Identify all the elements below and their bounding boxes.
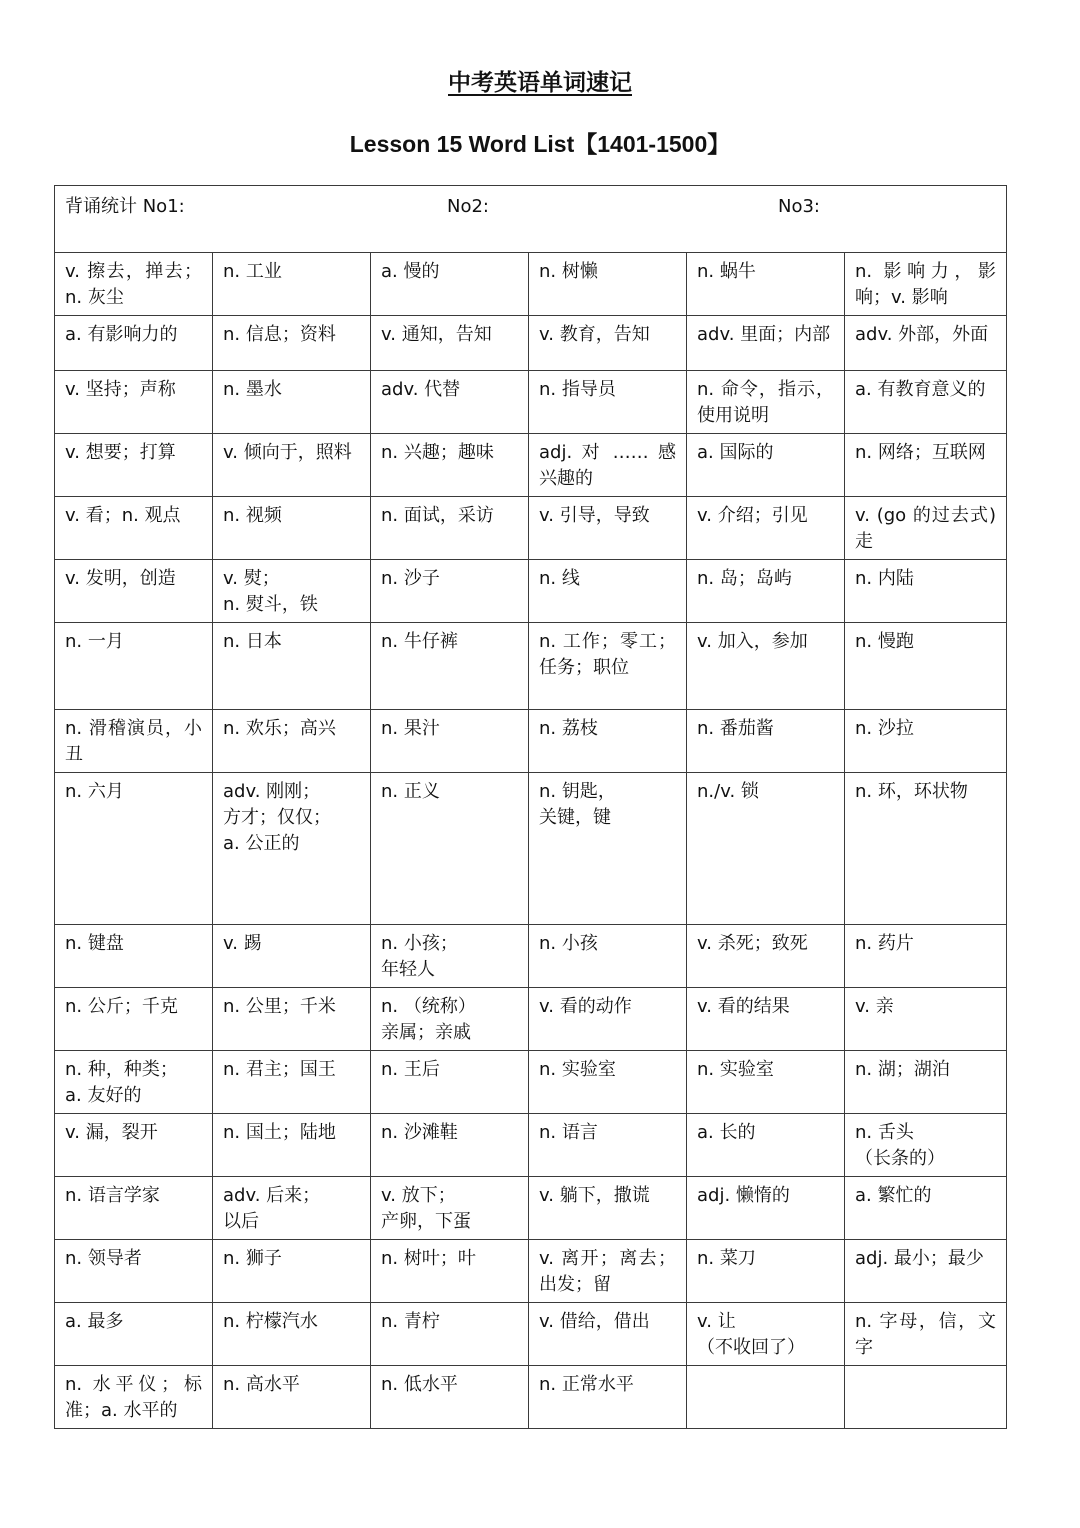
vocab-cell [845, 560, 1007, 623]
vocab-cell [55, 1366, 213, 1429]
vocab-definition: n. 国土；陆地 [223, 1122, 336, 1143]
vocab-definition: a. 慢的 [381, 261, 440, 282]
vocab-cell [529, 371, 687, 434]
vocab-definition: a. 长的 [697, 1122, 756, 1143]
vocab-definition: n. 沙滩鞋 [381, 1122, 458, 1143]
vocab-definition: v. 教育，告知 [539, 324, 650, 345]
table-row [55, 497, 1007, 560]
vocab-cell [371, 497, 529, 560]
vocab-definition: v. 躺下，撒谎 [539, 1185, 650, 1206]
vocab-cell [213, 988, 371, 1051]
vocab-cell [371, 434, 529, 497]
vocab-cell [687, 925, 845, 988]
vocab-cell [213, 1177, 371, 1240]
vocab-definition: n. 岛；岛屿 [697, 568, 792, 589]
table-row [55, 1303, 1007, 1366]
vocab-definition: v. 看的动作 [539, 996, 632, 1017]
vocab-definition: n. 钥匙， 关键，键 [539, 781, 616, 828]
vocab-definition: n. 王后 [381, 1059, 440, 1080]
vocab-definition: n. 语言学家 [65, 1185, 160, 1206]
stats-no2-label: No2: [447, 196, 489, 217]
vocab-definition: v. 亲 [855, 996, 894, 1017]
vocab-cell [529, 497, 687, 560]
vocab-definition: n. 树叶；叶 [381, 1248, 476, 1269]
vocab-definition: a. 繁忙的 [855, 1185, 932, 1206]
vocab-definition: n. 药片 [855, 933, 914, 954]
vocab-cell [687, 623, 845, 710]
vocab-cell [55, 988, 213, 1051]
vocab-cell [845, 1051, 1007, 1114]
vocab-cell [529, 1366, 687, 1429]
vocab-cell [845, 253, 1007, 316]
vocab-definition: n. 荔枝 [539, 718, 598, 739]
vocab-definition: v. 引导，导致 [539, 505, 650, 526]
vocab-definition: v. 熨； n. 熨斗，铁 [223, 568, 318, 615]
vocab-cell [687, 1051, 845, 1114]
vocab-definition: n. 公里；千米 [223, 996, 336, 1017]
vocab-cell [371, 1051, 529, 1114]
stats-no1-label: 背诵统计 No1: [65, 196, 185, 217]
vocab-cell [845, 1366, 1007, 1429]
vocab-cell [213, 560, 371, 623]
vocab-definition: v. 漏，裂开 [65, 1122, 158, 1143]
table-row [55, 773, 1007, 925]
vocab-cell [55, 1240, 213, 1303]
table-row [55, 560, 1007, 623]
vocab-definition: n. 命令，指示，使用说明 [697, 379, 834, 426]
vocab-definition: v. 看的结果 [697, 996, 790, 1017]
vocab-definition: v. 发明，创造 [65, 568, 176, 589]
vocab-definition: n. 公斤；千克 [65, 996, 178, 1017]
vocab-cell [687, 773, 845, 925]
recitation-stats-cell [55, 186, 1007, 253]
stats-no3-label: No3: [778, 196, 820, 217]
vocab-definition: adv. 外部，外面 [855, 324, 989, 345]
table-row [55, 253, 1007, 316]
vocab-definition: v. 离开；离去；出发；留 [539, 1248, 676, 1295]
vocab-cell [845, 1303, 1007, 1366]
vocab-definition: adv. 刚刚； 方才；仅仅； a. 公正的 [223, 781, 331, 854]
table-row [55, 925, 1007, 988]
vocabulary-table [54, 185, 1007, 1429]
vocab-cell [845, 623, 1007, 710]
vocab-definition: adv. 代替 [381, 379, 461, 400]
vocab-definition: n. 菜刀 [697, 1248, 756, 1269]
vocab-cell [529, 773, 687, 925]
vocab-definition: n. 狮子 [223, 1248, 282, 1269]
table-row [55, 1114, 1007, 1177]
vocab-definition: n. 欢乐；高兴 [223, 718, 336, 739]
vocab-cell [55, 560, 213, 623]
vocab-definition: n. 湖；湖泊 [855, 1059, 950, 1080]
vocab-cell [55, 497, 213, 560]
vocab-definition: v. 擦去，掸去；n. 灰尘 [65, 261, 202, 308]
vocab-definition: n. 领导者 [65, 1248, 142, 1269]
vocab-cell [371, 988, 529, 1051]
vocab-definition: n. 沙子 [381, 568, 440, 589]
vocab-cell [371, 253, 529, 316]
vocab-cell [213, 316, 371, 371]
vocab-definition: v. 看；n. 观点 [65, 505, 181, 526]
table-row [55, 371, 1007, 434]
vocab-definition: a. 有影响力的 [65, 324, 178, 345]
vocab-cell [213, 497, 371, 560]
vocab-definition: n. 环，环状物 [855, 781, 968, 802]
vocab-definition: n. 内陆 [855, 568, 914, 589]
vocab-definition: n. 工业 [223, 261, 282, 282]
vocab-definition: v. 杀死；致死 [697, 933, 808, 954]
vocab-cell [529, 1114, 687, 1177]
vocab-definition: n. 牛仔裤 [381, 631, 458, 652]
vocab-cell [687, 316, 845, 371]
vocab-cell [213, 773, 371, 925]
vocab-cell [529, 988, 687, 1051]
vocab-definition: n. 君主；国王 [223, 1059, 336, 1080]
vocab-cell [687, 1177, 845, 1240]
vocab-cell [687, 1366, 845, 1429]
vocab-cell [55, 623, 213, 710]
vocab-definition: a. 国际的 [697, 442, 774, 463]
vocab-cell [687, 253, 845, 316]
vocab-definition: n. 沙拉 [855, 718, 914, 739]
vocab-cell [371, 1240, 529, 1303]
vocab-definition: n. 慢跑 [855, 631, 914, 652]
vocab-definition: n. 小孩； 年轻人 [381, 933, 458, 980]
vocab-cell [213, 1303, 371, 1366]
table-row [55, 710, 1007, 773]
vocab-cell [845, 710, 1007, 773]
vocab-cell [371, 710, 529, 773]
table-row [55, 434, 1007, 497]
vocab-cell [845, 988, 1007, 1051]
vocab-cell [845, 1240, 1007, 1303]
vocab-cell [213, 925, 371, 988]
vocab-cell [529, 1303, 687, 1366]
vocab-cell [371, 1177, 529, 1240]
vocab-definition: v. 倾向于，照料 [223, 442, 352, 463]
vocab-cell [687, 1114, 845, 1177]
vocab-definition: v. 放下； 产卵，下蛋 [381, 1185, 471, 1232]
vocab-definition: n. 正常水平 [539, 1374, 634, 1395]
vocab-cell [55, 773, 213, 925]
vocab-definition: n. 番茄酱 [697, 718, 774, 739]
vocab-cell [371, 1366, 529, 1429]
vocab-cell [55, 434, 213, 497]
vocab-definition: v. (go 的过去式) 走 [855, 505, 996, 552]
vocab-cell [371, 1303, 529, 1366]
vocab-cell [213, 1366, 371, 1429]
vocab-definition: v. 介绍；引见 [697, 505, 808, 526]
vocab-definition: n. 字母，信，文字 [855, 1311, 996, 1358]
table-row [55, 1240, 1007, 1303]
vocab-definition: n. 小孩 [539, 933, 598, 954]
vocab-cell [55, 253, 213, 316]
vocab-cell [213, 371, 371, 434]
vocab-definition: v. 通知，告知 [381, 324, 492, 345]
vocab-cell [55, 1114, 213, 1177]
vocab-cell [55, 371, 213, 434]
vocab-cell [845, 316, 1007, 371]
vocab-definition: n. 柠檬汽水 [223, 1311, 318, 1332]
vocab-cell [845, 1177, 1007, 1240]
vocab-cell [687, 988, 845, 1051]
vocab-cell [529, 1051, 687, 1114]
vocab-definition: adj. 最小；最少 [855, 1248, 984, 1269]
vocab-cell [687, 434, 845, 497]
vocab-cell [845, 434, 1007, 497]
vocab-cell [529, 253, 687, 316]
vocab-definition: n./v. 锁 [697, 781, 759, 802]
vocab-definition: n. 网络；互联网 [855, 442, 986, 463]
vocab-definition: v. 坚持；声称 [65, 379, 176, 400]
vocab-definition: v. 想要；打算 [65, 442, 176, 463]
vocab-definition: n. 指导员 [539, 379, 616, 400]
vocab-definition: n. （统称） 亲属；亲戚 [381, 996, 476, 1043]
vocab-definition: n. 日本 [223, 631, 282, 652]
table-row [55, 988, 1007, 1051]
vocab-cell [213, 710, 371, 773]
vocab-definition: n. 语言 [539, 1122, 598, 1143]
table-row [55, 623, 1007, 710]
vocab-definition: n. 信息；资料 [223, 324, 336, 345]
vocab-cell [213, 1114, 371, 1177]
vocab-definition: v. 加入，参加 [697, 631, 808, 652]
vocab-definition: n. 视频 [223, 505, 282, 526]
vocab-cell [213, 434, 371, 497]
vocab-cell [687, 710, 845, 773]
lesson-subtitle: Lesson 15 Word List【1401-1500】 [349, 131, 731, 157]
vocab-definition: n. 水平仪；标准；a. 水平的 [65, 1374, 202, 1421]
vocab-definition: adj. 对 …… 感兴趣的 [539, 442, 676, 489]
vocab-definition: n. 一月 [65, 631, 124, 652]
vocab-cell [529, 925, 687, 988]
vocab-definition: n. 滑稽演员，小丑 [65, 718, 202, 765]
vocab-definition: v. 借给，借出 [539, 1311, 650, 1332]
vocab-definition: n. 舌头 （长条的） [855, 1122, 945, 1169]
vocab-definition: n. 实验室 [539, 1059, 616, 1080]
vocab-definition: adv. 后来； 以后 [223, 1185, 321, 1232]
vocab-definition: n. 正义 [381, 781, 440, 802]
table-row [55, 1366, 1007, 1429]
vocab-cell [529, 623, 687, 710]
vocab-cell [845, 497, 1007, 560]
vocab-cell [213, 253, 371, 316]
vocab-definition: n. 面试，采访 [381, 505, 494, 526]
vocab-cell [687, 1240, 845, 1303]
document-title: 中考英语单词速记 [448, 70, 632, 96]
vocab-cell [529, 710, 687, 773]
vocab-definition: n. 高水平 [223, 1374, 300, 1395]
vocab-cell [55, 1051, 213, 1114]
vocab-cell [213, 623, 371, 710]
vocab-cell [529, 434, 687, 497]
vocab-cell [371, 316, 529, 371]
vocab-definition: adj. 懒惰的 [697, 1185, 790, 1206]
vocab-definition: n. 工作；零工；任务；职位 [539, 631, 676, 678]
vocab-cell [845, 1114, 1007, 1177]
vocab-cell [371, 623, 529, 710]
vocab-definition: n. 兴趣；趣味 [381, 442, 494, 463]
vocab-definition: n. 低水平 [381, 1374, 458, 1395]
vocab-cell [845, 925, 1007, 988]
vocab-cell [371, 560, 529, 623]
vocab-definition: n. 实验室 [697, 1059, 774, 1080]
vocab-definition: n. 六月 [65, 781, 124, 802]
vocab-definition: a. 有教育意义的 [855, 379, 986, 400]
vocab-definition: adv. 里面；内部 [697, 324, 831, 345]
vocab-cell [55, 925, 213, 988]
vocab-cell [371, 1114, 529, 1177]
vocab-definition: n. 种，种类； a. 友好的 [65, 1059, 178, 1106]
vocab-definition: v. 踢 [223, 933, 262, 954]
vocab-definition: n. 键盘 [65, 933, 124, 954]
vocab-cell [687, 560, 845, 623]
vocab-definition: n. 蜗牛 [697, 261, 756, 282]
vocab-definition: n. 线 [539, 568, 580, 589]
table-row [55, 1177, 1007, 1240]
vocab-cell [55, 1177, 213, 1240]
table-row [55, 316, 1007, 371]
vocab-cell [55, 316, 213, 371]
vocab-cell [845, 773, 1007, 925]
recitation-stats-row [55, 186, 1007, 253]
vocab-cell [845, 371, 1007, 434]
vocab-definition: n. 树懒 [539, 261, 598, 282]
vocab-cell [687, 1303, 845, 1366]
vocab-cell [687, 497, 845, 560]
table-row [55, 1051, 1007, 1114]
vocab-definition: n. 影响力，影响；v. 影响 [855, 261, 996, 308]
vocab-cell [55, 1303, 213, 1366]
vocab-cell [371, 773, 529, 925]
vocab-definition: n. 青柠 [381, 1311, 440, 1332]
vocab-cell [529, 316, 687, 371]
vocab-definition: n. 墨水 [223, 379, 282, 400]
vocab-cell [371, 371, 529, 434]
vocab-cell [213, 1051, 371, 1114]
vocab-definition: v. 让 （不收回了） [697, 1311, 805, 1358]
vocab-cell [55, 710, 213, 773]
vocab-definition: n. 果汁 [381, 718, 440, 739]
vocab-cell [687, 371, 845, 434]
vocab-cell [529, 1177, 687, 1240]
vocab-cell [371, 925, 529, 988]
vocab-definition: a. 最多 [65, 1311, 124, 1332]
vocab-cell [529, 560, 687, 623]
vocab-cell [529, 1240, 687, 1303]
vocab-cell [213, 1240, 371, 1303]
